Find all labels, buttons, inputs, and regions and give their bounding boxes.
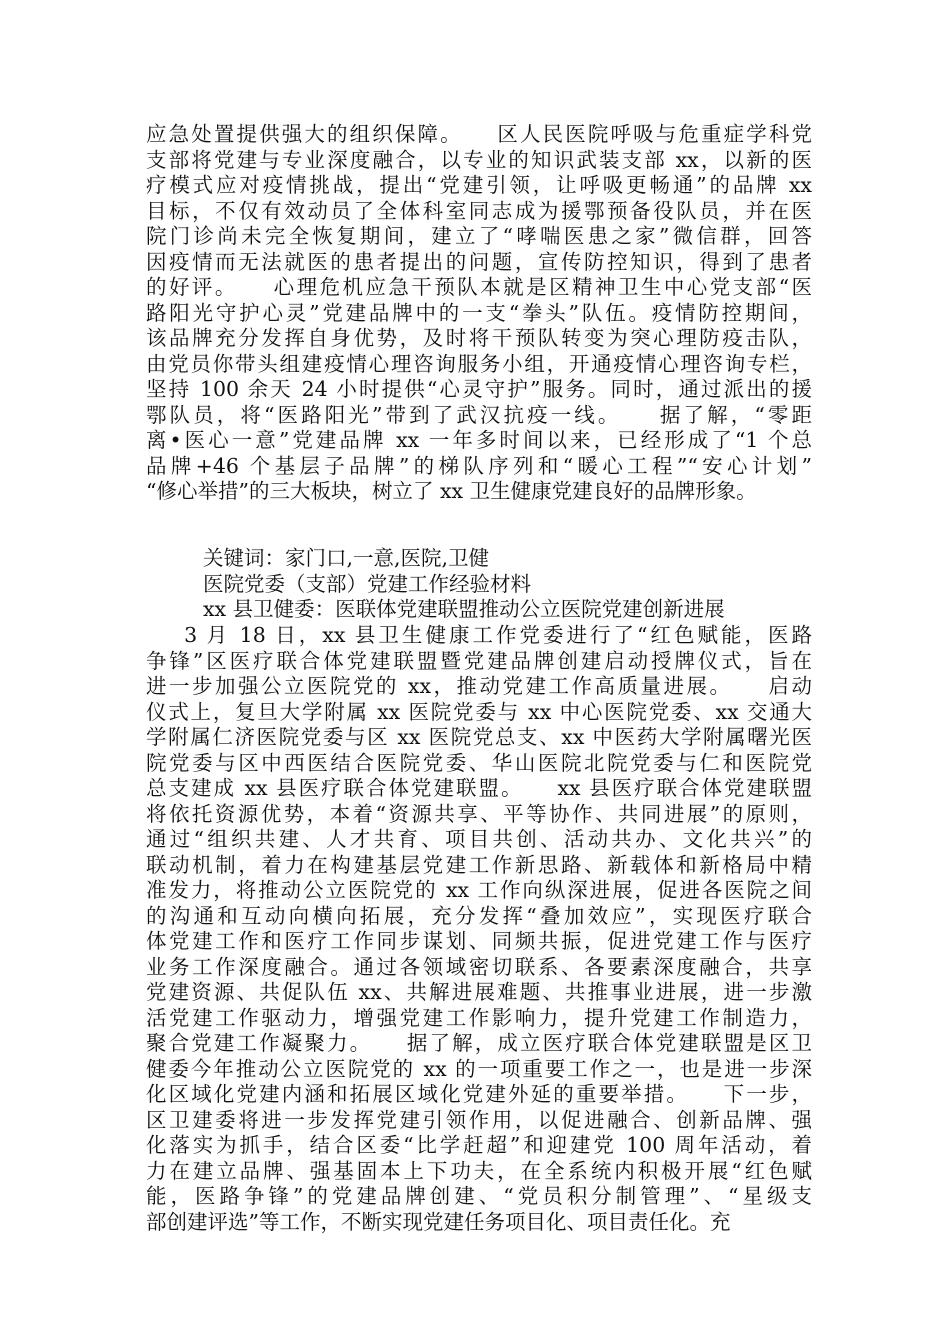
text-line: 党建资源、共促队伍 xx、共解进展难题、共推事业进展，进一步激 (146, 980, 812, 1004)
text-line: 健委今年推动公立医院党的 xx 的一项重要工作之一，也是进一步深 (146, 1056, 812, 1081)
paragraph-2 (146, 623, 812, 1235)
document-title: 医院党委（支部）党建工作经验材料 (203, 571, 531, 596)
article-title: xx 县卫健委：医联体党建联盟推动公立医院党建创新进展 (203, 597, 725, 621)
text-line: 体党建工作和医疗工作同步谋划、同频共振，促进党建工作与医疗 (146, 929, 812, 953)
text-line: 联动机制，着力在构建基层党建工作新思路、新载体和新格局中精 (146, 852, 812, 877)
document-header (203, 546, 812, 623)
text-line: 能，医路争锋”的党建品牌创建、“党员积分制管理”、“星级支 (146, 1184, 812, 1208)
text-line: 总支建成 xx 县医疗联合体党建联盟。 xx 县医疗联合体党建联盟 (146, 776, 812, 800)
text-line: 化区域化党建内涵和拓展区域化党建外延的重要举措。 下一步， (146, 1082, 812, 1106)
text-line: 的沟通和互动向横向拓展，充分发挥“叠加效应”，实现医疗联合 (146, 903, 812, 928)
text-line: 离•医心一意”党建品牌 xx 一年多时间以来，已经形成了“1 个总 (146, 428, 812, 452)
text-line: 聚合党建工作凝聚力。 据了解，成立医疗联合体党建联盟是区卫 (146, 1031, 812, 1055)
text-line: 由党员你带头组建疫情心理咨询服务小组，开通疫情心理咨询专栏， (146, 351, 812, 376)
text-line: 3 月 18 日，xx 县卫生健康工作党委进行了“红色赋能，医路 (146, 623, 812, 647)
text-line: 活党建工作驱动力，增强党建工作影响力，提升党建工作制造力， (146, 1005, 812, 1030)
text-line: 院门诊尚未完全恢复期间，建立了“哮喘医患之家”微信群，回答 (146, 224, 812, 248)
text-line: 部创建评选”等工作，不断实现党建任务项目化、项目责任化。充 (146, 1209, 731, 1234)
text-line: 因疫情而无法就医的患者提出的问题，宣传防控知识，得到了患者 (146, 249, 812, 274)
text-line: 坚持 100 余天 24 小时提供“心灵守护”服务。同时，通过派出的援 (146, 377, 812, 401)
text-line: 力在建立品牌、强基固本上下功夫，在全系统内积极开展“红色赋 (146, 1158, 812, 1183)
text-line: 鄂队员，将“医路阳光”带到了武汉抗疫一线。 据了解，“零距 (146, 402, 812, 427)
text-line: 路阳光守护心灵”党建品牌中的一支“拳头”队伍。疫情防控期间， (146, 300, 812, 325)
paragraph-1 (146, 122, 812, 505)
text-line: 品牌+46 个基层子品牌”的梯队序列和“暖心工程”“安心计划” (146, 453, 812, 478)
text-line: 学附属仁济医院党委与区 xx 医院党总支、xx 中医药大学附属曙光医 (146, 725, 812, 749)
text-line: 通过“组织共建、人才共育、项目共创、活动共办、文化共兴”的 (146, 827, 812, 851)
text-line: “修心举措”的三大板块，树立了 xx 卫生健康党建良好的品牌形象。 (146, 479, 757, 503)
text-line: 进一步加强公立医院党的 xx，推动党建工作高质量进展。 启动 (146, 674, 812, 698)
text-line: 的好评。 心理危机应急干预队本就是区精神卫生中心党支部“医 (146, 275, 812, 299)
text-line: 将依托资源优势，本着“资源共享、平等协作、共同进展”的原则， (146, 801, 812, 826)
text-line: 疗模式应对疫情挑战，提出“党建引领，让呼吸更畅通”的品牌 xx (146, 173, 812, 197)
text-line: 应急处置提供强大的组织保障。 区人民医院呼吸与危重症学科党 (146, 122, 812, 146)
text-line: 化落实为抓手，结合区委“比学赶超”和迎建党 100 周年活动，着 (146, 1133, 812, 1157)
text-line: 争锋”区医疗联合体党建联盟暨党建品牌创建启动授牌仪式，旨在 (146, 648, 812, 673)
text-line: 仪式上，复旦大学附属 xx 医院党委与 xx 中心医院党委、xx 交通大 (146, 699, 812, 724)
text-line: 业务工作深度融合。通过各领域密切联系、各要素深度融合，共享 (146, 954, 812, 979)
text-line: 准发力，将推动公立医院党的 xx 工作向纵深进展，促进各医院之间 (146, 878, 812, 902)
keywords-line: 关键词：家门口,一意,医院,卫健 (203, 546, 490, 570)
text-line: 院党委与区中西医结合医院党委、华山医院北院党委与仁和医院党 (146, 750, 812, 775)
text-line: 支部将党建与专业深度融合，以专业的知识武装支部 xx，以新的医 (146, 147, 812, 172)
text-line: 该品牌充分发挥自身优势，及时将干预队转变为突心理防疫击队， (146, 326, 812, 350)
text-line: 区卫建委将进一步发挥党建引领作用，以促进融合、创新品牌、强 (146, 1107, 812, 1132)
text-line: 目标，不仅有效动员了全体科室同志成为援鄂预备役队员，并在医 (146, 198, 812, 223)
